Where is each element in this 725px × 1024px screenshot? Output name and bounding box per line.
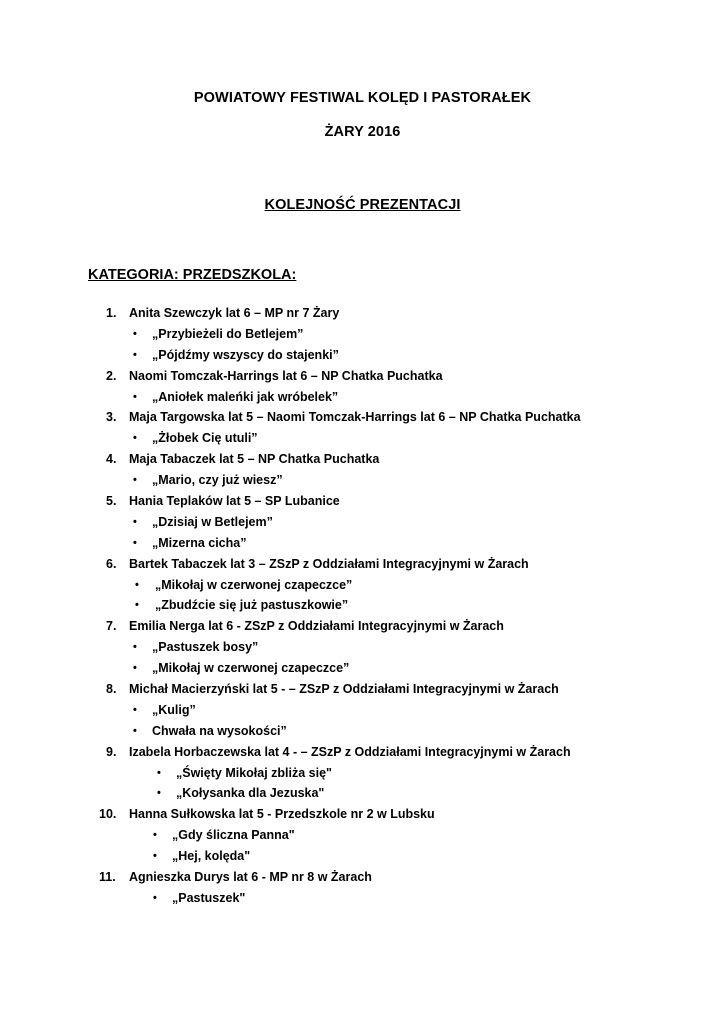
bullet-icon: • bbox=[133, 390, 137, 403]
list-item bbox=[0, 366, 725, 387]
category-heading: KATEGORIA: PRZEDSZKOLA: bbox=[88, 267, 297, 283]
song-title: „Przybieżeli do Betlejem” bbox=[152, 326, 304, 341]
presentation-list bbox=[0, 303, 725, 909]
song-item bbox=[0, 846, 725, 867]
bullet-icon: • bbox=[133, 536, 137, 549]
song-title: „Pastuszek bosy” bbox=[152, 640, 259, 655]
participant-text: Maja Tabaczek lat 5 – NP Chatka Puchatka bbox=[129, 452, 380, 467]
list-item bbox=[0, 616, 725, 637]
song-title: „Mizerna cicha” bbox=[152, 535, 247, 550]
bullet-icon: • bbox=[153, 891, 157, 904]
bullet-icon: • bbox=[157, 787, 161, 800]
bullet-icon: • bbox=[153, 850, 157, 863]
item-number: 10. bbox=[99, 807, 117, 822]
item-number: 9. bbox=[106, 744, 117, 759]
participant-text: Maja Targowska lat 5 – Naomi Tomczak-Harrings lat 6 – NP Chatka Puchatka bbox=[129, 410, 581, 425]
song-item bbox=[0, 575, 725, 596]
song-title: „Kołysanka dla Jezuska" bbox=[176, 786, 325, 801]
bullet-icon: • bbox=[133, 641, 137, 654]
song-item bbox=[0, 658, 725, 679]
participant-text: Anita Szewczyk lat 6 – MP nr 7 Żary bbox=[129, 306, 340, 320]
song-item bbox=[0, 721, 725, 742]
bullet-icon: • bbox=[133, 348, 137, 361]
participant-text: Michał Macierzyński lat 5 - – ZSzP z Oddziałami Integracyjnymi w Żarach bbox=[129, 682, 559, 697]
bullet-icon: • bbox=[133, 515, 137, 528]
song-item bbox=[0, 825, 725, 846]
bullet-icon: • bbox=[135, 599, 139, 612]
participant-text: Hanna Sułkowska lat 5 - Przedszkole nr 2 w Lubsku bbox=[129, 807, 435, 822]
bullet-icon: • bbox=[133, 432, 137, 445]
list-item bbox=[0, 867, 725, 888]
song-title: „Mikołaj w czerwonej czapeczce” bbox=[152, 661, 350, 676]
song-item bbox=[0, 345, 725, 366]
bullet-icon: • bbox=[133, 703, 137, 716]
participant-text: Bartek Tabaczek lat 3 – ZSzP z Oddziałami Integracyjnymi w Żarach bbox=[129, 556, 529, 571]
list-item bbox=[0, 554, 725, 575]
section-title: KOLEJNOŚĆ PREZENTACJI bbox=[264, 197, 461, 213]
participant-text: Agnieszka Durys lat 6 - MP nr 8 w Żarach bbox=[129, 870, 372, 885]
item-number: 4. bbox=[106, 452, 117, 467]
bullet-icon: • bbox=[133, 327, 137, 340]
song-item bbox=[0, 763, 725, 784]
item-number: 2. bbox=[106, 368, 117, 383]
song-title: „Mikołaj w czerwonej czapeczce” bbox=[155, 577, 353, 592]
song-title: „Aniołek maleńki jak wróbelek” bbox=[152, 389, 339, 404]
song-title: „Pójdźmy wszyscy do stajenki” bbox=[152, 347, 339, 362]
item-number: 3. bbox=[106, 410, 117, 425]
song-title: „Hej, kolęda" bbox=[172, 849, 251, 864]
song-item bbox=[0, 428, 725, 449]
song-title: „Gdy śliczna Panna" bbox=[172, 828, 295, 843]
item-number: 8. bbox=[106, 682, 117, 697]
participant-text: Hania Teplaków lat 5 – SP Lubanice bbox=[129, 494, 340, 509]
bullet-icon: • bbox=[157, 766, 161, 779]
list-item bbox=[0, 742, 725, 763]
song-title: „Kulig” bbox=[152, 702, 196, 717]
bullet-icon: • bbox=[153, 829, 157, 842]
festival-subtitle: ŻARY 2016 bbox=[324, 124, 401, 140]
song-item bbox=[0, 700, 725, 721]
item-number: 7. bbox=[106, 619, 117, 634]
bullet-icon: • bbox=[133, 724, 137, 737]
list-item bbox=[0, 407, 725, 428]
song-item bbox=[0, 512, 725, 533]
list-item bbox=[0, 679, 725, 700]
item-number: 6. bbox=[106, 556, 117, 571]
participant-text: Izabela Horbaczewska lat 4 - – ZSzP z Oddziałami Integracyjnymi w Żarach bbox=[129, 744, 571, 759]
song-title: „Święty Mikołaj zbliża się" bbox=[176, 765, 332, 780]
song-item bbox=[0, 637, 725, 658]
song-title: „Dzisiaj w Betlejem” bbox=[152, 514, 273, 529]
list-item bbox=[0, 491, 725, 512]
song-title: Chwała na wysokości” bbox=[152, 723, 287, 738]
item-number: 5. bbox=[106, 494, 117, 509]
bullet-icon: • bbox=[135, 578, 139, 591]
item-number: 11. bbox=[99, 870, 116, 885]
song-title: „Zbudźcie się już pastuszkowie” bbox=[155, 598, 349, 613]
song-item bbox=[0, 324, 725, 345]
song-item bbox=[0, 888, 725, 909]
song-title: „Mario, czy już wiesz” bbox=[152, 473, 283, 488]
song-item bbox=[0, 783, 725, 804]
participant-text: Naomi Tomczak-Harrings lat 6 – NP Chatka Puchatka bbox=[129, 368, 443, 383]
list-item bbox=[0, 804, 725, 825]
festival-title: POWIATOWY FESTIWAL KOLĘD I PASTORAŁEK bbox=[193, 90, 532, 106]
participant-text: Emilia Nerga lat 6 - ZSzP z Oddziałami Integracyjnymi w Żarach bbox=[129, 619, 504, 634]
song-title: „Żłobek Cię utuli” bbox=[152, 431, 258, 446]
list-item bbox=[0, 303, 725, 324]
song-item bbox=[0, 533, 725, 554]
bullet-icon: • bbox=[133, 662, 137, 675]
song-item bbox=[0, 595, 725, 616]
song-item bbox=[0, 387, 725, 408]
song-title: „Pastuszek" bbox=[172, 890, 246, 905]
list-item bbox=[0, 449, 725, 470]
song-item bbox=[0, 470, 725, 491]
item-number: 1. bbox=[106, 306, 117, 320]
bullet-icon: • bbox=[133, 474, 137, 487]
